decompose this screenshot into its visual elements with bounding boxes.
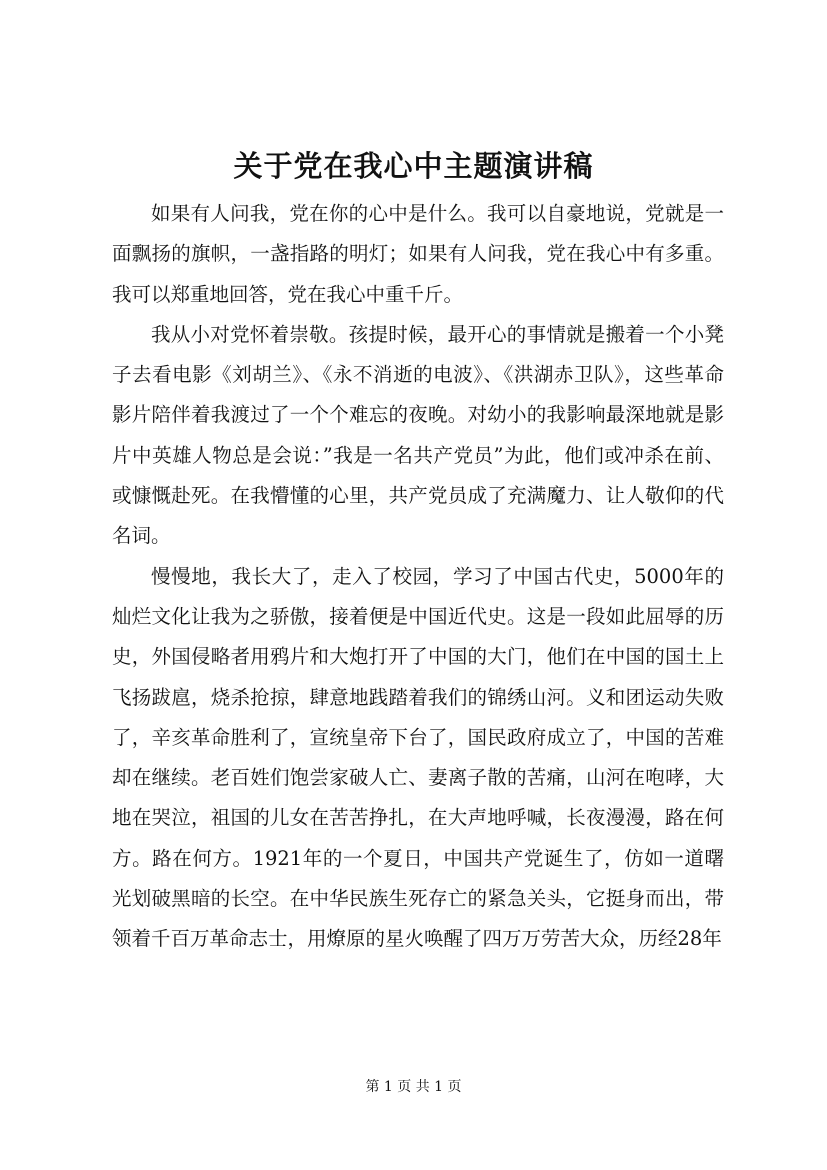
paragraph-2: 我从小对党怀着崇敬。孩提时候，最开心的事情就是搬着一个小凳子去看电影《刘胡兰》、《永不消逝的电波》、《洪湖赤卫队》，这些革命影片陪伴着我渡过了一个个难忘的夜晚。对幼小的我影响最深地就是影片中英雄人物总是会说：”我是一名共产党员”为此，他们或冲杀在前、或慷慨赴死。在我懵懂的心里，共产党员成了充满魔力、让人敬仰的代名词。 [112, 322, 724, 548]
paragraph-3: 慢慢地，我长大了，走入了校园，学习了中国古代史，5000年的灿烂文化让我为之骄傲，接着便是中国近代史。这是一段如此屈辱的历史，外国侵略者用鸦片和大炮打开了中国的大门，他们在中国的国土上飞扬跋扈，烧杀抢掠，肆意地践踏着我们的锦绣山河。义和团运动失败了，辛亥革命胜利了，宣统皇帝下台了，国民政府成立了，中国的苦难却在继续。老百姓们饱尝家破人亡、妻离子散的苦痛，山河在咆哮，大地在哭泣，祖国的儿女在苦苦挣扎，在大声地呼喊，长夜漫漫，路在何方。路在何方。1921年的一个夏日，中国共产党诞生了，仿如一道曙光划破黑暗的长空。在中华民族生死存亡的紧急关头，它挺身而出，带领着千百万革命志士，用燎原的星火唤醒了四万万劳苦大众，历经28年 [112, 564, 724, 951]
paragraph-1: 如果有人问我，党在你的心中是什么。我可以自豪地说，党就是一面飘扬的旗帜，一盏指路的明灯；如果有人问我，党在我心中有多重。我可以郑重地回答，党在我心中重千斤。 [112, 202, 724, 306]
page-number-footer: 第 1 页 共 1 页 [365, 1079, 462, 1095]
document-body [112, 194, 724, 960]
document-title: 关于党在我心中主题演讲稿 [233, 149, 594, 183]
